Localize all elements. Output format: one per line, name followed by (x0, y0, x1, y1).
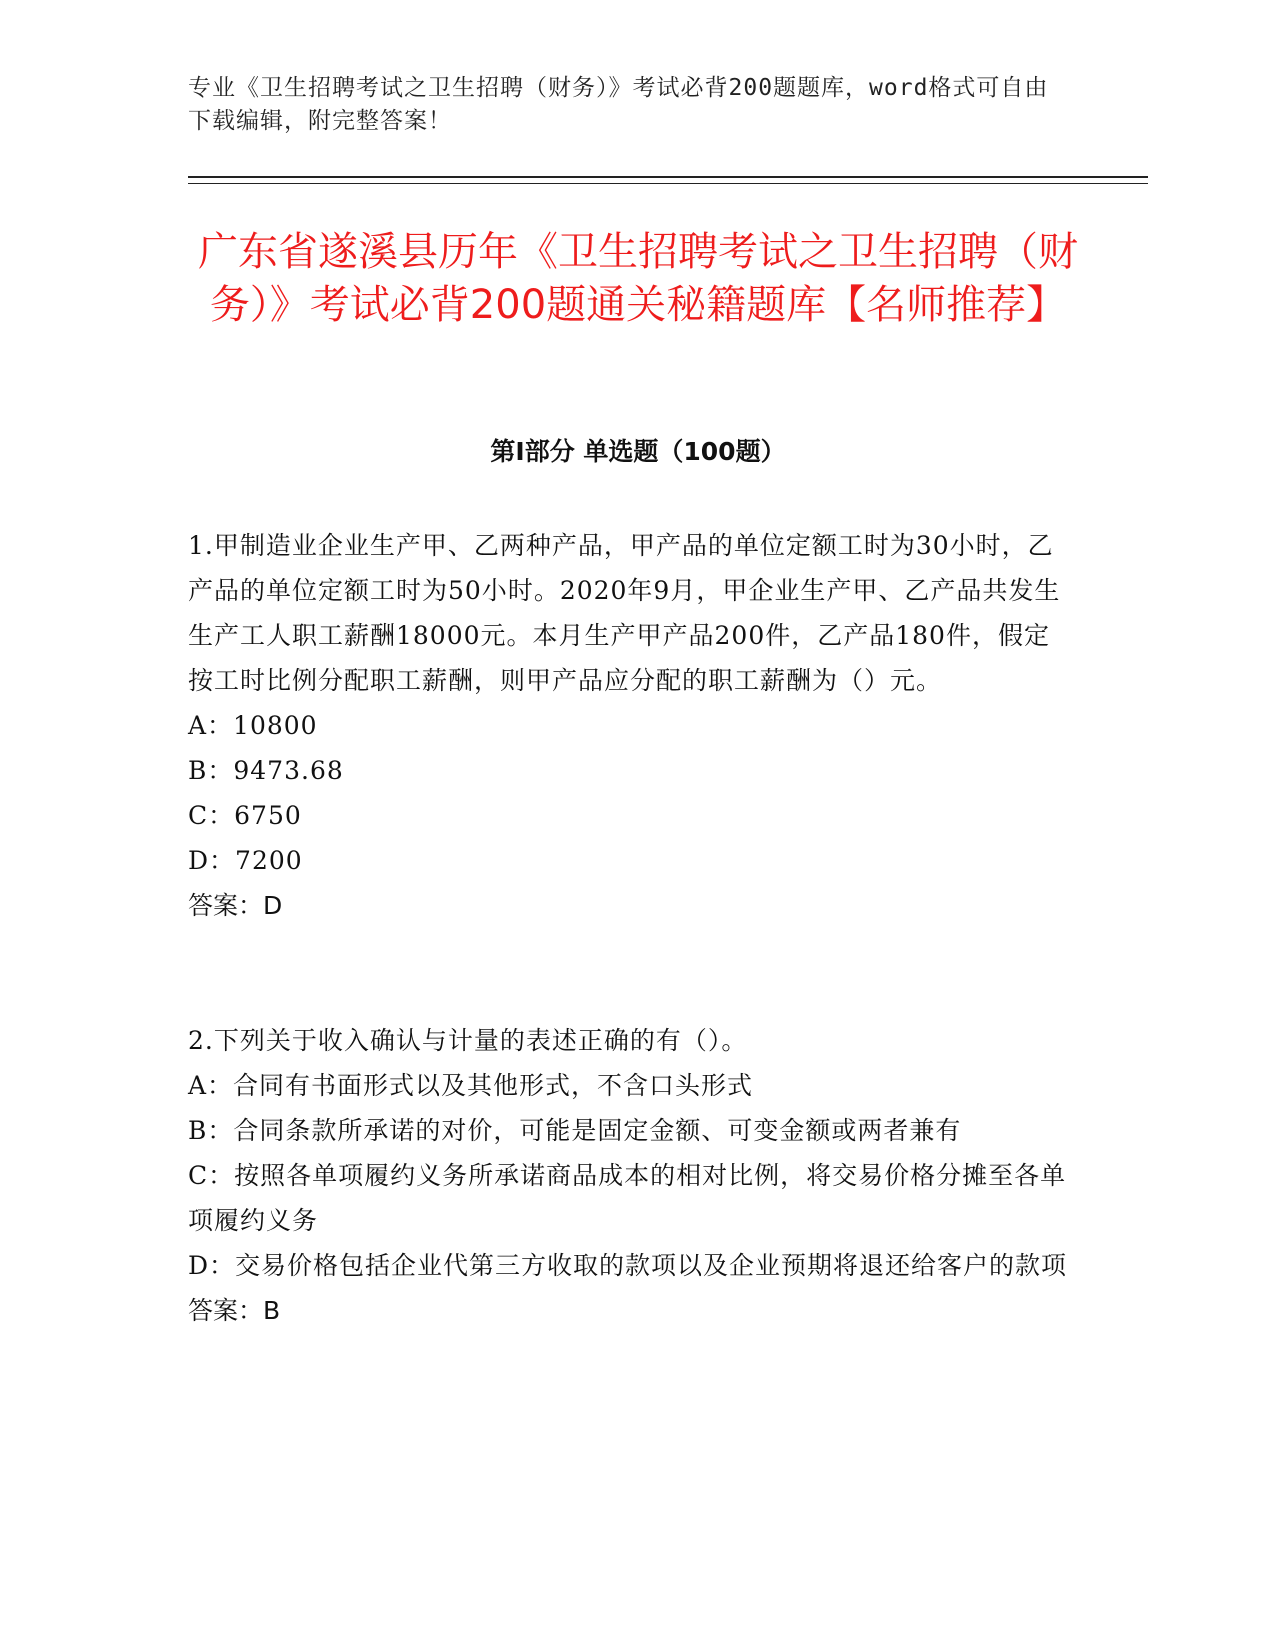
answer: 答案：B (188, 1296, 281, 1325)
option-c: C：按照各单项履约义务所承诺商品成本的相对比例，将交易价格分摊至各单项履约义务 (188, 1161, 1067, 1235)
question-1 (188, 523, 1068, 928)
option-d: D：交易价格包括企业代第三方收取的款项以及企业预期将退还给客户的款项 (188, 1251, 1068, 1280)
option-b: B：9473.68 (188, 756, 344, 785)
header-note: 专业《卫生招聘考试之卫生招聘（财务）》考试必背200题题库，word格式可自由下载编辑，附完整答案！ (188, 75, 1049, 134)
answer: 答案：D (188, 891, 283, 920)
option-d: D：7200 (188, 846, 303, 875)
question-2 (188, 1018, 1068, 1333)
document-title: 广东省遂溪县历年《卫生招聘考试之卫生招聘（财务）》考试必背200题通关秘籍题库【名师推荐】 (198, 229, 1078, 328)
question-stem: 2.下列关于收入确认与计量的表述正确的有（）。 (188, 1026, 748, 1055)
option-a: A：10800 (188, 711, 318, 740)
option-b: B：合同条款所承诺的对价，可能是固定金额、可变金额或两者兼有 (188, 1116, 962, 1145)
option-c: C：6750 (188, 801, 302, 830)
option-a: A：合同有书面形式以及其他形式，不含口头形式 (188, 1071, 754, 1100)
section-title: 第Ⅰ部分 单选题（100题） (490, 437, 786, 466)
question-stem: 1.甲制造业企业生产甲、乙两种产品，甲产品的单位定额工时为30小时，乙产品的单位定额工时为50小时。2020年9月，甲企业生产甲、乙产品共发生生产工人职工薪酬18000元。本月生产甲产品200件，乙产品180件，假定按工时比例分配职工薪酬，则甲产品应分配的职工薪酬为（）元。 (188, 531, 1061, 695)
header-divider (188, 176, 1148, 178)
header-divider-thin (188, 183, 1148, 184)
